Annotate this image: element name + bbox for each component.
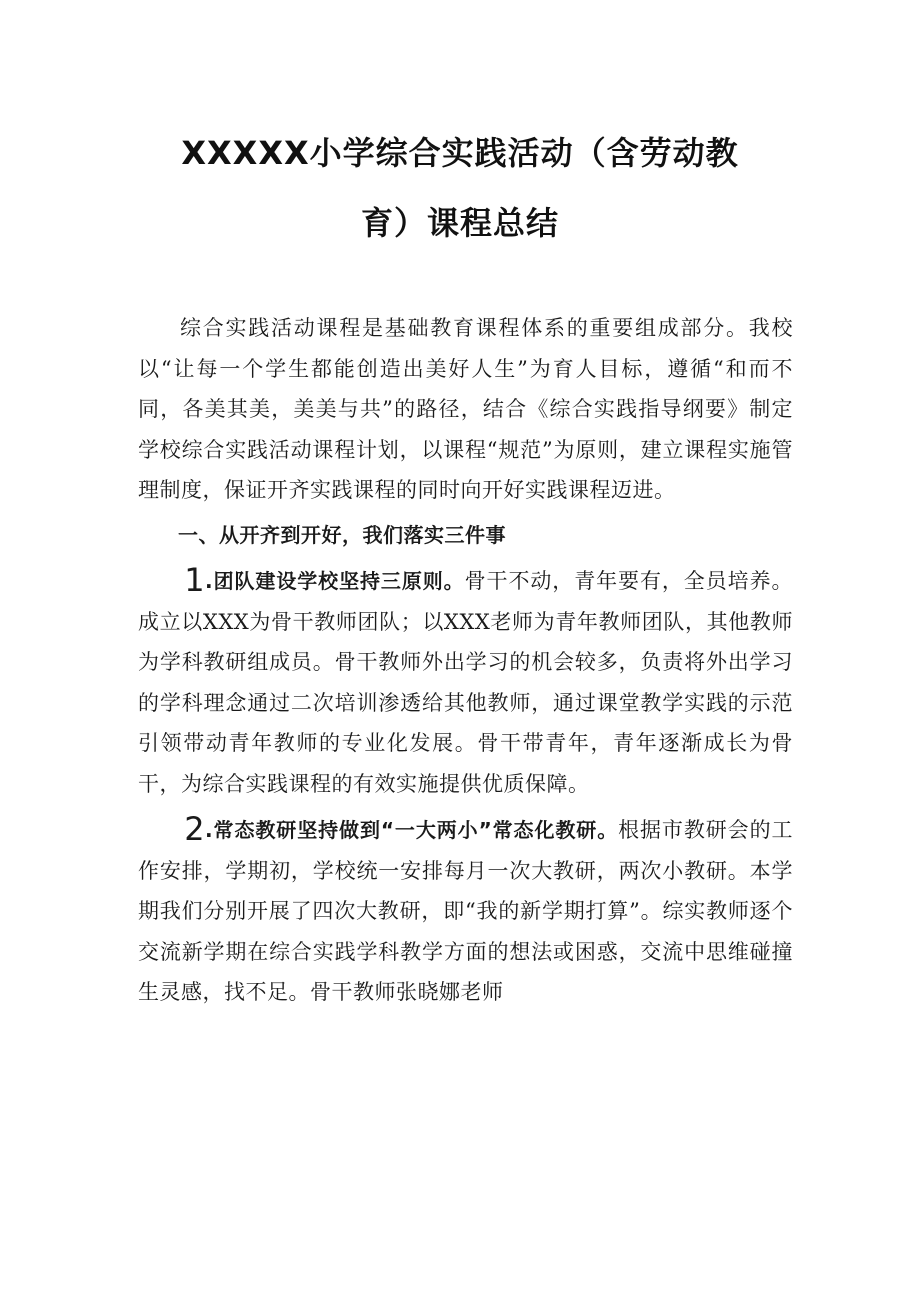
intro-paragraph: 综合实践活动课程是基础教育课程体系的重要组成部分。我校以“让每一个学生都能创造出美好人生”为育人目标，遵循“和而不同，各美其美，美美与共”的路径，结合《综合实践指导纲要》制定学校综合实践活动课程计划，以课程“规范”为原则，建立课程实施管理制度，保证开齐实践课程的同时向开好实践课程迈进。: [138, 316, 793, 502]
item-2-text: 根据市教研会的工作安排，学期初，学校统一安排每月一次大教研，两次小教研。本学期我们分别开展了四次大教研，即“我的新学期打算”。综实教师逐个交流新学期在综合实践学科教学方面的想法或困惑，交流中思维碰撞生灵感，找不足。骨干教师张晓娜老师: [138, 818, 793, 1004]
item-1-number: 1: [184, 561, 206, 599]
item-2-paragraph: [138, 810, 793, 1013]
document-body: [138, 308, 793, 1013]
section-1-heading: 一、从开齐到开好，我们落实三件事: [178, 522, 506, 547]
document-title-line-2: 育）课程总结: [360, 204, 559, 242]
item-1-text: 骨干不动，青年要有，全员培养。成立以XXX为骨干教师团队；以XXX老师为青年教师团队，其他教师为学科教研组成员。骨干教师外出学习的机会较多，负责将外出学习的学科理念通过二次培训渗透给其他教师，通过课堂教学实践的示范引领带动青年教师的专业化发展。骨干带青年，青年逐渐成长为骨干，为综合实践课程的有效实施提供优质保障。: [138, 569, 793, 796]
document-title-line-1: XXXXX小学综合实践活动（含劳动教: [181, 134, 739, 172]
item-2-lead: .常态教研坚持做到“一大两小”常态化教研。: [205, 818, 619, 842]
item-1-paragraph: [138, 561, 793, 804]
item-2-number: 2: [184, 810, 206, 848]
item-1-lead: .团队建设学校坚持三原则。: [205, 569, 465, 593]
